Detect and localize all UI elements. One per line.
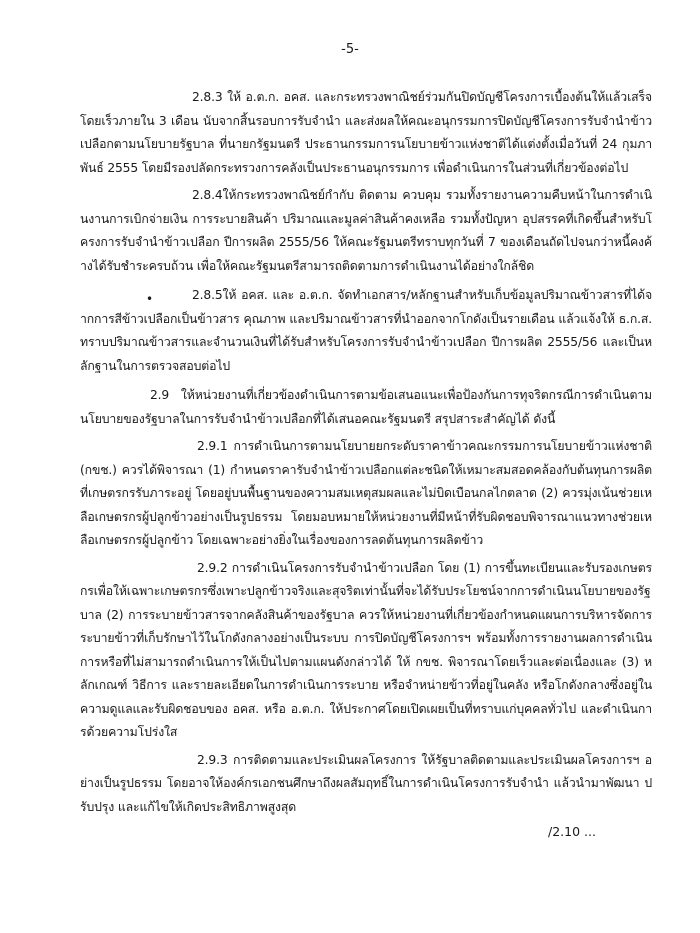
paragraph-2-8-5: 2.8.5ให้ อคส. และ อ.ต.ก. จัดทำเอกสาร/หลักฐานสำหรับเก็บข้อมูลปริมาณข้าวสารที่ได้จากการสีข้าวเปลือกเป็นข้าวสาร คุณภาพ และปริมาณข้าวสารที่นำออกจากโกดังเป็นรายเดือน แล้วแจ้งให้ ธ.ก.ส. ทราบปริมาณข้าวสารและจำนวนเงินที่ได้รับสำหรับโครงการรับจำนำข้าวเปลือก ปีการผลิต 2555/56 และเป็นหลักฐานในการตรวจสอบต่อไป bbox=[80, 288, 652, 373]
paragraph-2-9-1: 2.9.1 การดำเนินการตามนโยบายยกระดับราคาข้าวคณะกรรมการนโยบายข้าวแห่งชาติ (กขช.) ควรได้พิจารณา (1) กำหนดราคารับจำนำข้าวเปลือกแต่ละชนิดให้เหมาะสมสอดคล้องกับต้นทุนการผลิตที่เกษตรกรรับภาระอยู่ โดยอยู่บนพื้นฐานของความสมเหตุสมผลและไม่บิดเบือนกลไกตลาด (2) ควรมุ่งเน้นช่วยเหลือเกษตรกรผู้ปลูกข้าวอย่างเป็นรูปธรรม โดยมอบหมายให้หน่วยงานที่มีหน้าที่รับผิดชอบพิจารณาแนวทางช่วยเหลือเกษตรกรผู้ปลูกข้าว โดยเฉพาะอย่างยิ่งในเรื่องของการลดต้นทุนการผลิตข้าว bbox=[80, 439, 652, 547]
continuation-marker: /2.10 ... bbox=[548, 824, 596, 839]
paragraph-2-9: 2.9 ให้หน่วยงานที่เกี่ยวข้องดำเนินการตามข้อเสนอแนะเพื่อป้องกันการทุจริตกรณีการดำเนินตามนโยบายของรัฐบาลในการรับจำนำข้าวเปลือกที่ได้เสนอคณะรัฐมนตรี สรุปสาระสำคัญได้ ดังนี้ bbox=[80, 388, 652, 426]
paragraph-2-9-3: 2.9.3 การติดตามและประเมินผลโครงการ ให้รัฐบาลติดตามและประเมินผลโครงการฯ อย่างเป็นรูปธรรม โดยอาจให้องค์กรเอกชนศึกษาถึงผลสัมฤทธิ์ในการดำเนินโครงการรับจำนำ แล้วนำมาพัฒนา ปรับปรุง และแก้ไขให้เกิดประสิทธิภาพสูงสุด bbox=[80, 752, 652, 814]
document-body bbox=[80, 86, 652, 819]
page-number: -5- bbox=[341, 42, 359, 57]
paragraph-2-9-2: 2.9.2 การดำเนินโครงการรับจำนำข้าวเปลือก โดย (1) การขึ้นทะเบียนและรับรองเกษตรกรเพื่อให้เฉพาะเกษตรกรซึ่งเพาะปลูกข้าวจริงและสุจริตเท่านั้นที่จะได้รับประโยชน์จากการดำเนินนโยบายของรัฐบาล (2) การระบายข้าวสารจากคลังสินค้าของรัฐบาล ควรให้หน่วยงานที่เกี่ยวข้องกำหนดแผนการบริหารจัดการระบายข้าวที่เก็บรักษาไว้ในโกดังกลางอย่างเป็นระบบ การปิดบัญชีโครงการฯ พร้อมทั้งการรายงานผลการดำเนินการหรือที่ไม่สามารถดำเนินการให้เป็นไปตามแผนดังกล่าวได้ ให้ กขช. พิจารณาโดยเร็วและต่อเนื่องและ (3) หลักเกณฑ์ วิธีการ และรายละเอียดในการดำเนินการระบาย หรือจำหน่ายข้าวที่อยู่ในคลัง หรือโกดังกลางซึ่งอยู่ในความดูแลและรับผิดชอบของ อคส. หรือ อ.ต.ก. ให้ประกาศโดยเปิดเผยเป็นที่ทราบแก่บุคคลทั่วไป และดำเนินการด้วยความโปร่งใส bbox=[80, 560, 652, 739]
bullet-mark: • bbox=[146, 292, 153, 306]
paragraph-2-8-4: 2.8.4ให้กระทรวงพาณิชย์กำกับ ติดตาม ควบคุม รวมทั้งรายงานความคืบหน้าในการดำเนินงานการเบิกจ่ายเงิน การระบายสินค้า ปริมาณและมูลค่าสินค้าคงเหลือ รวมทั้งปัญหา อุปสรรคที่เกิดขึ้นสำหรับโครงการรับจำนำข้าวเปลือก ปีการผลิต 2555/56 ให้คณะรัฐมนตรีทราบทุกวันที่ 7 ของเดือนถัดไปจนกว่าหนี้คงค้างได้รับชำระครบถ้วน เพื่อให้คณะรัฐมนตรีสามารถติดตามการดำเนินงานได้อย่างใกล้ชิด bbox=[80, 188, 652, 273]
paragraph-2-8-3: 2.8.3 ให้ อ.ต.ก. อคส. และกระทรวงพาณิชย์ร่วมกันปิดบัญชีโครงการเบื้องต้นให้แล้วเสร็จโดยเร็วภายใน 3 เดือน นับจากสิ้นรอบการรับจำนำ และส่งผลให้คณะอนุกรรมการปิดบัญชีโครงการรับจำนำข้าวเปลือกตามนโยบายรัฐบาล ที่นายกรัฐมนตรี ประธานกรรมการนโยบายข้าวแห่งชาติได้แต่งตั้งเมื่อวันที่ 24 กุมภาพันธ์ 2555 โดยมีรองปลัดกระทรวงการคลังเป็นประธานอนุกรรมการ เพื่อดำเนินการในส่วนที่เกี่ยวข้องต่อไป bbox=[80, 90, 652, 175]
